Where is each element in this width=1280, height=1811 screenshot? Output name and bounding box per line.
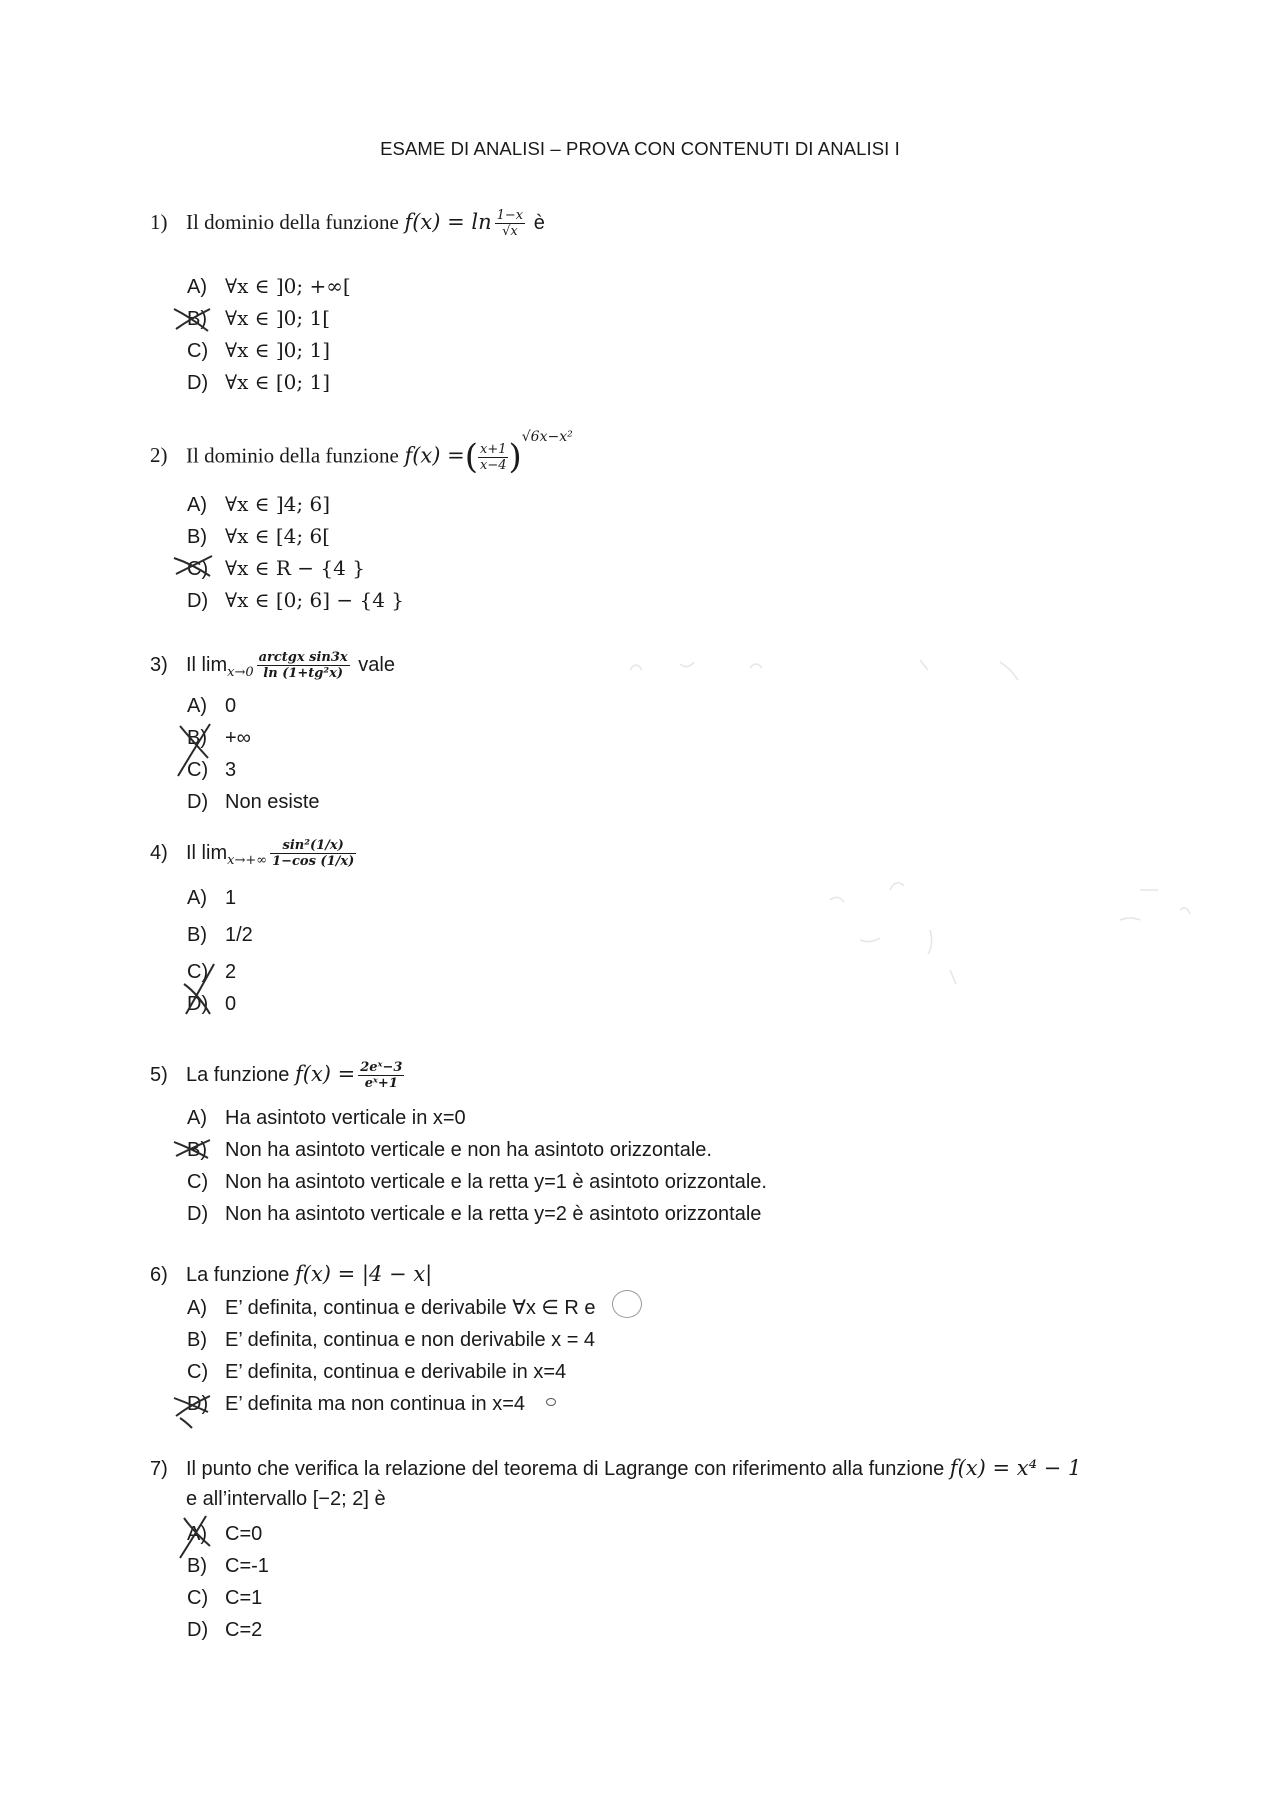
question-number: 2) [150,443,168,468]
option-b[interactable] [187,302,351,334]
option-letter: C) [187,961,209,983]
small-ink-mark [546,1398,556,1406]
option-c[interactable] [187,1582,269,1614]
function-expression: f(x) = ln [404,209,492,234]
fraction [478,442,509,473]
option-text: ∀x ∈ ]0; +∞[ [225,274,351,298]
question-suffix: vale [358,653,395,676]
option-letter: C) [187,340,209,362]
option-text: ∀x ∈ [0; 1] [225,370,331,394]
options-q7 [187,1518,269,1646]
option-letter: C) [187,1171,209,1193]
function-expression: f(x) = |4 − x| [294,1262,433,1286]
option-b[interactable] [187,722,320,754]
option-text: Non ha asintoto verticale e non ha asintoto orizzontale. [225,1139,712,1161]
fraction [257,650,350,681]
option-text: C=2 [225,1619,263,1641]
option-letter: D) [187,1393,209,1415]
option-text: +∞ [225,727,251,749]
question-6 [150,1262,432,1287]
fraction-denominator: 1−cos (1/x) [272,854,355,869]
option-letter: A) [187,1523,207,1545]
fraction-numerator: sin²(1/x) [270,838,356,854]
option-letter: D) [187,993,209,1015]
question-suffix: è [533,211,545,234]
question-2 [150,428,573,477]
option-c[interactable] [187,754,320,786]
option-letter: D) [187,590,209,612]
option-b[interactable] [187,1550,269,1582]
fraction-numerator: 1−x [496,208,524,223]
question-prefix: Il lim [186,841,228,864]
option-text: Non ha asintoto verticale e la retta y=1 è asintoto orizzontale. [225,1171,767,1193]
option-text: C=1 [225,1587,263,1609]
fraction-numerator: x+1 [479,441,507,457]
question-number: 7) [150,1458,168,1480]
option-b[interactable] [187,1134,767,1166]
option-text: C=-1 [225,1555,269,1577]
question-prefix: Il lim [186,653,228,676]
option-text: ∀x ∈ [4; 6[ [225,524,331,548]
option-d[interactable] [187,1614,269,1646]
option-a[interactable] [187,1102,767,1134]
question-line-1: Il punto che verifica la relazione del teorema di Lagrange con riferimento alla funzione [186,1458,945,1480]
fraction-denominator: ln (1+tg²x) [263,666,343,681]
question-5 [150,1060,407,1091]
fraction-denominator: √x [502,224,518,239]
option-letter: B) [187,1139,207,1161]
option-text: ∀x ∈ R − {4 } [225,556,365,580]
function-expression: f(x) = x⁴ − 1 [949,1456,1082,1480]
option-letter: A) [187,494,207,516]
question-number: 6) [150,1264,168,1286]
option-letter: C) [187,558,209,580]
option-text: E’ definita, continua e derivabile ∀x ∈ R e [225,1297,596,1319]
option-letter: C) [187,1361,209,1383]
option-letter: D) [187,791,209,813]
question-prefix: Il dominio della funzione [186,443,399,468]
option-letter: D) [187,1619,209,1641]
right-paren: ) [508,437,522,477]
option-letter: A) [187,695,207,717]
option-text: ∀x ∈ [0; 6] − {4 } [225,588,405,612]
option-letter: B) [187,526,207,548]
option-d[interactable] [187,1388,596,1420]
option-letter: B) [187,924,207,946]
question-prefix: Il dominio della funzione [186,209,399,234]
options-q3 [187,690,320,818]
question-3 [150,650,395,681]
options-q1 [187,270,351,398]
question-number: 4) [150,841,168,864]
function-expression: f(x) = [404,443,465,468]
option-c[interactable] [187,1356,596,1388]
option-text: Ha asintoto verticale in x=0 [225,1107,466,1129]
option-text: ∀x ∈ ]0; 1] [225,338,331,362]
option-text: 0 [225,695,237,717]
option-b[interactable] [187,520,404,552]
fraction-numerator: arctgx sin3x [258,650,348,665]
exponent: √6x−x² [521,428,573,445]
option-text: Non ha asintoto verticale e la retta y=2 è asintoto orizzontale [225,1203,762,1225]
option-letter: A) [187,1297,207,1319]
question-prefix: La funzione [186,1264,290,1286]
fraction [270,838,356,869]
exam-title: ESAME DI ANALISI – PROVA CON CONTENUTI DI ANALISI I [380,138,900,159]
option-letter: D) [187,1203,209,1225]
option-text: E’ definita, continua e derivabile in x=4 [225,1361,567,1383]
option-text: E’ definita ma non continua in x=4 [225,1393,526,1415]
option-a[interactable] [187,1518,269,1550]
function-expression: f(x) = [294,1061,356,1086]
options-q4 [187,882,253,1020]
option-text: ∀x ∈ ]4; 6] [225,492,331,516]
option-text: 1/2 [225,924,253,946]
question-7 [150,1456,1081,1481]
question-number: 1) [150,209,168,234]
option-text: 0 [225,993,237,1015]
fraction [358,1060,404,1091]
limit-subscript: x→+∞ [227,852,268,868]
question-number: 5) [150,1063,168,1086]
option-text: C=0 [225,1523,263,1545]
option-letter: B) [187,308,207,330]
option-d[interactable] [187,1198,767,1230]
option-d[interactable] [187,584,404,616]
option-c[interactable] [187,334,351,366]
option-letter: A) [187,887,207,909]
option-c[interactable] [187,956,253,988]
option-d[interactable] [187,366,351,398]
option-d[interactable] [187,988,253,1020]
option-b[interactable] [187,1324,596,1356]
handwritten-circle-mark [612,1290,642,1318]
option-letter: B) [187,1329,207,1351]
question-prefix: La funzione [186,1063,290,1086]
question-number: 3) [150,653,168,676]
option-c[interactable] [187,1166,767,1198]
faint-scribble-marks [800,820,1220,1000]
option-d[interactable] [187,786,320,818]
options-q6 [187,1292,596,1420]
option-text: 3 [225,759,237,781]
option-text: Non esiste [225,791,320,813]
limit-subscript: x→0 [227,664,254,680]
option-text: E’ definita, continua e non derivabile x = 4 [225,1329,596,1351]
option-b[interactable] [187,914,253,956]
fraction-denominator: x−4 [479,457,507,473]
fraction-numerator: 2eˣ−3 [360,1060,403,1075]
option-letter: B) [187,1555,207,1577]
option-a[interactable] [187,270,351,302]
option-text: 1 [225,887,237,909]
option-letter: A) [187,276,207,298]
option-letter: D) [187,372,209,394]
option-c[interactable] [187,552,404,584]
faint-scribble-marks [620,640,1080,700]
question-4 [150,838,359,869]
fraction [495,208,526,239]
fraction-denominator: eˣ+1 [364,1076,398,1091]
option-letter: B) [187,727,207,749]
option-letter: C) [187,759,209,781]
left-paren: ( [464,437,478,477]
option-a[interactable] [187,488,404,520]
option-letter: C) [187,1587,209,1609]
options-q5 [187,1102,767,1230]
option-a[interactable] [187,1292,596,1324]
option-text: 2 [225,961,237,983]
option-text: ∀x ∈ ]0; 1[ [225,306,331,330]
option-a[interactable] [187,690,320,722]
question-7-line-2: e all’intervallo [−2; 2] è [186,1488,386,1510]
option-letter: A) [187,1107,207,1129]
question-1 [150,208,545,239]
options-q2 [187,488,404,616]
option-a[interactable] [187,882,253,914]
